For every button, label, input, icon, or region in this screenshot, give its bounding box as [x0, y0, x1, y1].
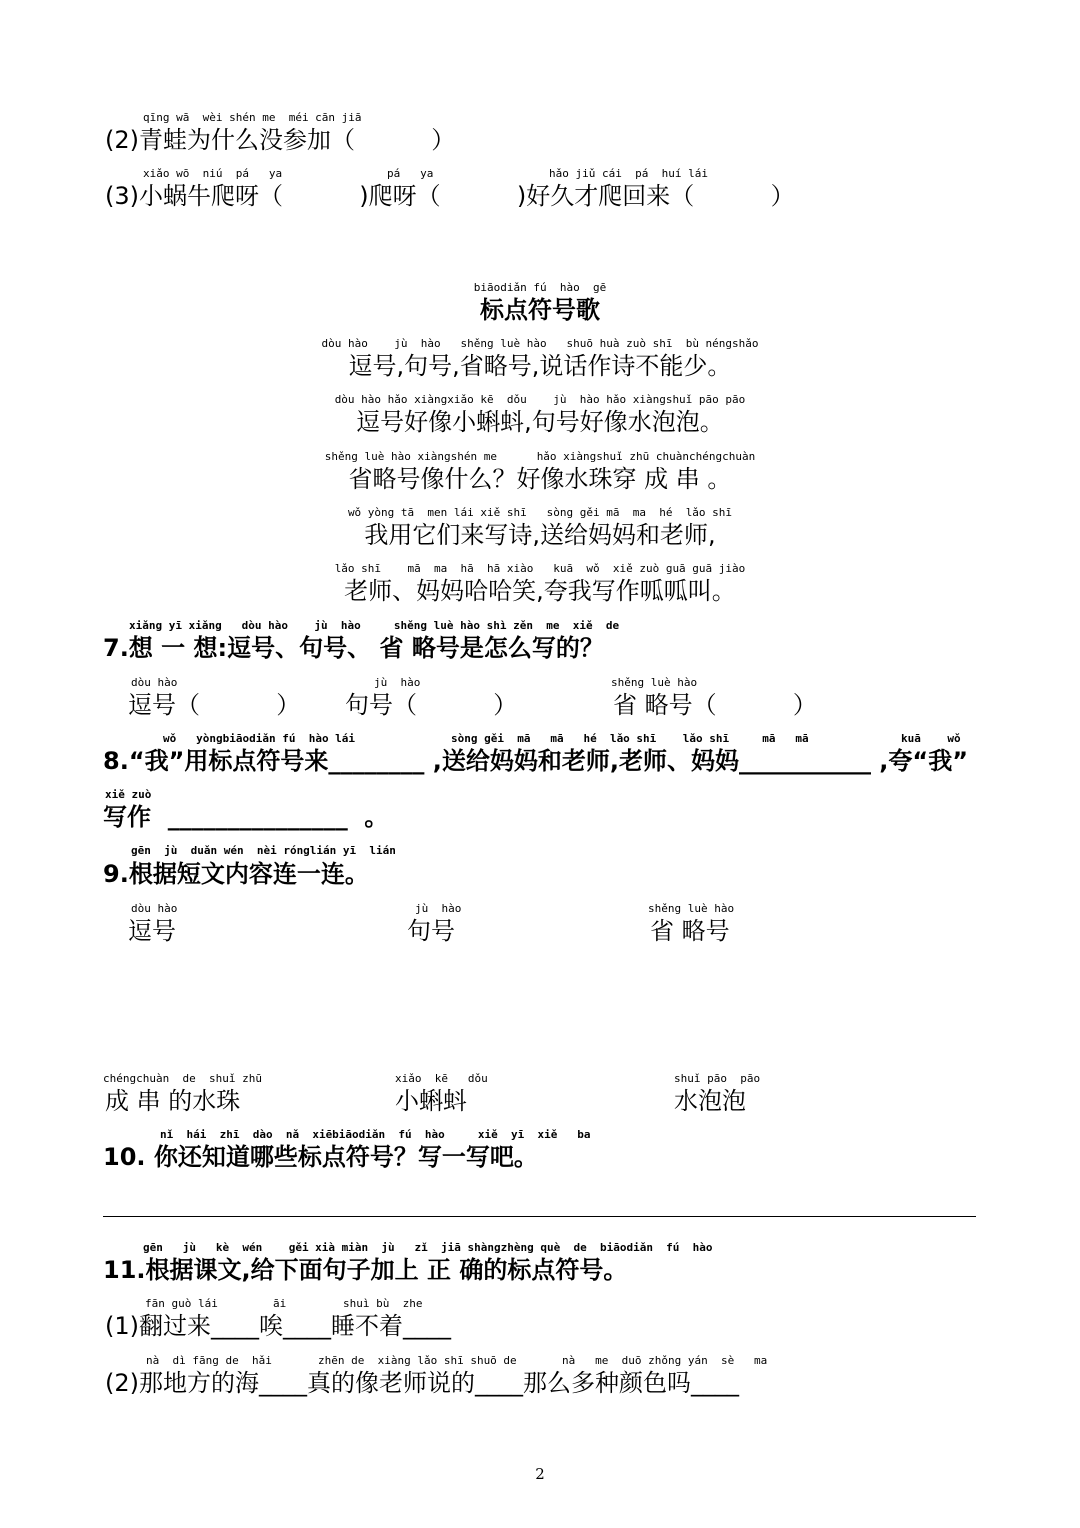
q8-pinyin-c: kuā wǒ [901, 732, 961, 745]
q6-item3-pinyin-b: pá ya [387, 167, 434, 180]
q7-item-3-text: 省 略号（ ） [613, 691, 817, 719]
q7-text: 7.想 一 想:逗号、句号、 省 略号是怎么写的？ [103, 634, 604, 662]
q10-text: 10. 你还知道哪些标点符号？写一写吧。 [103, 1143, 538, 1171]
q10-answer-line [103, 1216, 976, 1217]
q9-bottom-2-pinyin: xiǎo kē dǒu [395, 1072, 488, 1085]
q9-bottom-3-text: 水泡泡 [674, 1087, 746, 1115]
q9-top-2-text: 句号 [407, 917, 455, 945]
poem-line-2: 逗号好像小蝌蚪,句号好像水泡泡。 [356, 408, 724, 436]
q9-bottom-1-text: 成 串 的水珠 [105, 1087, 241, 1115]
q11-item1-pinyin-c: shuì bù zhe [343, 1297, 423, 1310]
q11-item2-pinyin-a: nà dì fāng de hǎi [146, 1354, 272, 1367]
q8-pinyin-a: wǒ yòngbiāodiǎn fú hào lái [163, 732, 356, 745]
poem-title-pinyin: biāodiǎn fú hào gē [473, 281, 607, 294]
poem-line-5: 老师、妈妈哈哈笑,夸我写作呱呱叫。 [344, 577, 736, 605]
q11-item2-text: (2)那地方的海____真的像老师说的____那么多种颜色吗____ [105, 1369, 739, 1397]
q7-item-2-text: 句号（ ） [345, 691, 518, 719]
q9-top-2-pinyin: jù hào [415, 902, 462, 915]
q11-item1-pinyin-b: āi [273, 1297, 287, 1310]
q7-item-1-pinyin: dòu hào [131, 676, 178, 689]
poem-line-4: 我用它们来写诗,送给妈妈和老师, [364, 521, 716, 549]
q9-top-1-text: 逗号 [128, 917, 176, 945]
poem-line-5-pinyin: lǎo shī mā ma hā hā xiào kuā wǒ xiě zuò guā guā jiào [334, 562, 746, 575]
q11-item1-text: (1)翻过来____唉____睡不着____ [105, 1312, 451, 1340]
q6-item2-text: (2)青蛙为什么没参加（ ） [105, 126, 456, 154]
q6-item3-pinyin-a: xiǎo wō niú pá ya [143, 167, 283, 180]
poem-line-1-pinyin: dòu hào jù hào shěng luè hào shuō huà zuò shī bù néngshǎo [321, 337, 759, 350]
q9-top-1-pinyin: dòu hào [131, 902, 178, 915]
poem-line-3-pinyin: shěng luè hào xiàngshén me hǎo xiàngshuǐ zhū chuànchéngchuàn [324, 450, 756, 463]
q11-text: 11.根据课文,给下面句子加上 正 确的标点符号。 [103, 1256, 628, 1284]
poem-line-1: 逗号,句号,省略号,说话作诗不能少。 [348, 352, 732, 380]
q9-text: 9.根据短文内容连一连。 [103, 860, 369, 888]
poem-title: 标点符号歌 [480, 296, 600, 324]
q8-pinyin-d: xiě zuò [105, 788, 152, 801]
q11-item2-pinyin-c: nà me duō zhǒng yán sè ma [562, 1354, 768, 1367]
q11-item1-pinyin-a: fān guò lái [145, 1297, 218, 1310]
q9-bottom-3-pinyin: shuǐ pāo pāo [674, 1072, 761, 1085]
q7-item-1-text: 逗号（ ） [128, 691, 301, 719]
q8-text-2: 写作 _______________ 。 [103, 803, 389, 831]
q6-item3-text: (3)小蜗牛爬呀（ )爬呀（ )好久才爬回来（ ） [105, 182, 795, 210]
poem-line-3: 省略号像什么？好像水珠穿 成 串 。 [348, 465, 732, 493]
q9-top-3-pinyin: shěng luè hào [648, 902, 735, 915]
q9-top-3-text: 省 略号 [650, 917, 730, 945]
q11-item2-pinyin-b: zhēn de xiàng lǎo shī shuō de [318, 1354, 517, 1367]
q8-text: 8.“我”用标点符号来________ ,送给妈妈和老师,老师、妈妈___________ ,夸“我” [103, 747, 968, 775]
q8-pinyin-b: sòng gěi mā mā hé lǎo shī lǎo shī mā mā [451, 732, 809, 745]
q7-item-3-pinyin: shěng luè hào [611, 676, 698, 689]
poem-line-2-pinyin: dòu hào hǎo xiàngxiǎo kē dǒu jù hào hǎo xiàngshuǐ pāo pāo [334, 393, 746, 406]
q9-pinyin: gēn jù duǎn wén nèi rónglián yī lián [131, 844, 396, 857]
q9-bottom-2-text: 小蝌蚪 [395, 1087, 467, 1115]
q9-bottom-1-pinyin: chéngchuàn de shuǐ zhū [103, 1072, 262, 1085]
q7-item-2-pinyin: jù hào [374, 676, 421, 689]
page-number: 2 [535, 1465, 545, 1483]
q6-item2-pinyin: qīng wā wèi shén me méi cān jiā [143, 111, 362, 124]
q10-pinyin: nǐ hái zhī dào nǎ xiēbiāodiǎn fú hào xiě yī xiě ba [160, 1128, 591, 1141]
q11-pinyin: gēn jù kè wén gěi xià miàn jù zǐ jiā shàngzhèng què de biāodiǎn fú hào [143, 1241, 713, 1254]
poem-line-4-pinyin: wǒ yòng tā men lái xiě shī sòng gěi mā ma hé lǎo shī [347, 506, 733, 519]
q7-pinyin: xiǎng yī xiǎng dòu hào jù hào shěng luè hào shì zěn me xiě de [129, 619, 620, 632]
q6-item3-pinyin-c: hǎo jiǔ cái pá huí lái [549, 167, 708, 180]
